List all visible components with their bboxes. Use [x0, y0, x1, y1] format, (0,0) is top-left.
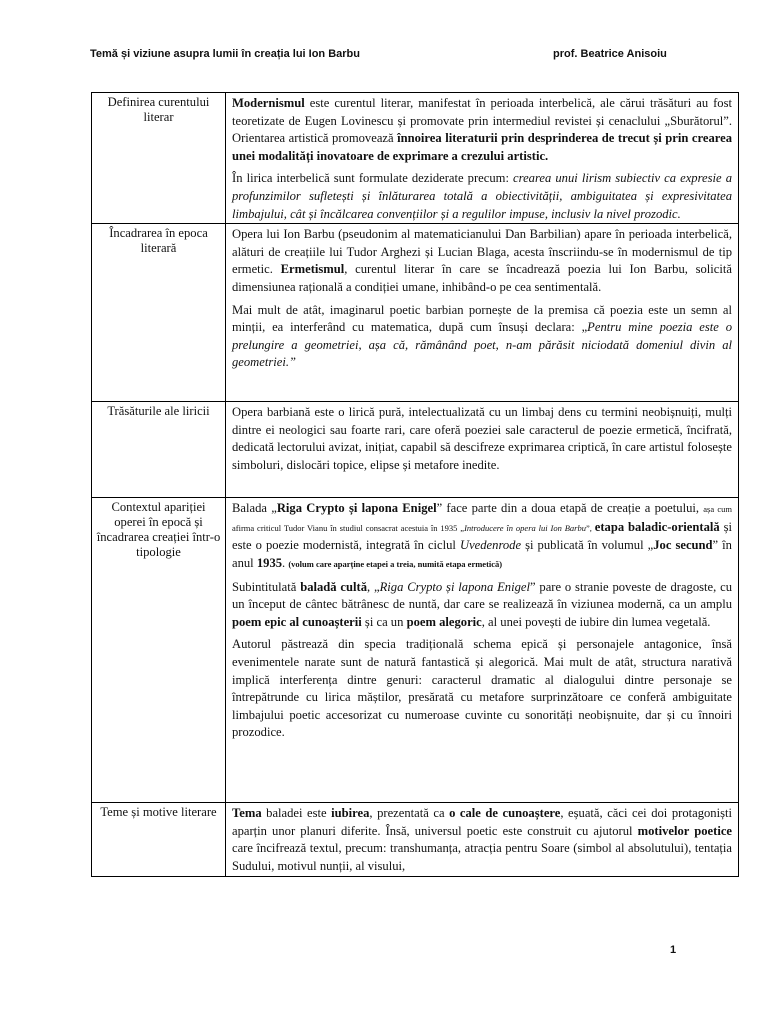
text-run: , eșuată, căci cei doi protagoniști aparțin unor planuri diferite. Însă, universul poetic este construit cu ajutorul — [232, 806, 732, 838]
text-run: Joc secund — [653, 538, 713, 553]
text-run: baladei este — [261, 806, 332, 821]
paragraph — [232, 404, 732, 474]
page-header — [90, 48, 690, 68]
text-run: și este o poezie modernistă, integrată în ciclul — [232, 519, 732, 553]
row-label: Trăsăturile ale liricii — [92, 402, 226, 498]
table-row-themes — [92, 803, 739, 876]
text-run: Introducere în opera lui Ion Barbu — [464, 522, 586, 533]
text-run: Opera lui Ion Barbu (pseudonim al matematicianului Dan Barbilian) apare în perioada interbelică, alături de creațiile lui Tudor Arghezi și Lucian Blaga, acesta înscriindu-se în modernismul de tip ermetic. — [232, 227, 732, 277]
text-run: 1935 — [256, 555, 283, 570]
row-content — [226, 93, 739, 224]
text-run: care încifrează textul, precum: transhumanța, atracția pentru Soare (simbol al absolutului), tentația Sudului, motivul nunții, al visului, — [232, 841, 732, 873]
text-run: ”, — [585, 522, 595, 533]
text-run: (volum care aparține etapei a treia, numită etapa ermetică) — [288, 558, 503, 569]
text-run: înnoirea literaturii prin desprinderea de trecut și prin crearea unei modalități inovatoare de exprimare a crezului artistic. — [232, 131, 732, 163]
text-run: Pentru mine poezia este o prelungire a geometriei, așa că, rămânând poet, n-am părăsit niciodată domeniul divin al geometriei.” — [232, 320, 732, 370]
text-run: Tema — [232, 806, 262, 821]
text-run: Balada „ — [232, 501, 277, 516]
text-run: . — [282, 555, 289, 570]
content-table — [91, 92, 739, 877]
paragraph — [232, 500, 732, 573]
text-run: ” în anul — [232, 538, 732, 570]
text-run: așa cum afirma criticul Tudor Vianu în studiul consacrat acestuia în 1935 „ — [232, 504, 732, 533]
text-run: motivelor poetice — [637, 823, 733, 838]
text-run: poem epic al cunoașterii — [232, 614, 362, 629]
text-run: și ca un — [361, 614, 407, 629]
header-title: Temă și viziune asupra lumii în creația lui Ion Barbu — [90, 48, 360, 60]
row-label: Teme și motive literare — [92, 803, 226, 876]
paragraph — [232, 636, 732, 742]
header-author: prof. Beatrice Anisoiu — [553, 48, 667, 60]
row-label: Contextul apariției operei în epocă și încadrarea creației într-o tipologie — [92, 498, 226, 803]
table-row-traits — [92, 402, 739, 498]
text-run: Riga Crypto și lapona Enigel — [276, 501, 437, 516]
paragraph — [232, 302, 732, 372]
text-run: Subintitulată — [232, 579, 301, 594]
text-run: ” pare o stranie poveste de dragoste, cu un început de cântec bătrânesc de nuntă, dar care se realizează în viziunea modernă, ca un amplu — [232, 579, 733, 612]
text-run: În lirica interbelică sunt formulate deziderate precum: — [232, 171, 514, 186]
paragraph — [232, 226, 732, 296]
text-run: iubirea — [331, 806, 370, 821]
text-run: este curentul literar, manifestat în perioada interbelică, ale cărui trăsături au fost teoretizate de Eugen Lovinescu și promovate prin intermediul revistei și cenaclului „Sburătorul”. Orientarea artistică promovează — [232, 96, 732, 146]
text-run: o cale de cunoaștere — [449, 806, 561, 821]
text-run: , curentul literar în care se încadrează poezia lui Ion Barbu, solicită dimensiunea rațională a condiției umane, inhibând-o pe cea sentimentală. — [232, 262, 732, 294]
text-run: , prezentată ca — [369, 806, 450, 821]
table-row-context — [92, 498, 739, 803]
text-run: Uvedenrode — [459, 538, 522, 553]
text-run: Riga Crypto și lapona Enigel — [379, 579, 530, 594]
text-run: , „ — [367, 579, 380, 594]
row-content — [226, 402, 739, 498]
text-run: și publicată în volumul „ — [521, 538, 654, 553]
row-content — [226, 803, 739, 876]
text-run: Mai mult de atât, imaginarul poetic barbian pornește de la premisa că poezia este un semn al minții, ea interferând cu matematica, după cum însuși declara: „ — [232, 302, 732, 335]
text-run: baladă cultă — [300, 579, 368, 594]
text-run: Opera barbiană este o lirică pură, intelectualizată cu un limbaj dens cu termini neobișnuiți, mulți dintre ei neologici sau foarte rari, care oferă poeziei sale caracterul de poezie ermetică, încifrată, dedicată lectorului avizat, inițiat, capabil să descifreze exprimarea criptică, în care artistul folosește simboluri, dislocări topice, elipse și metafore inedite. — [232, 405, 732, 472]
text-run: poem alegoric — [406, 614, 482, 629]
paragraph — [232, 95, 732, 165]
text-run: ” face parte din a doua etapă de creație a poetului, — [436, 501, 704, 516]
row-label: Definirea curentului literar — [92, 93, 226, 224]
text-run: , al unei povești de iubire din lumea vegetală. — [481, 614, 711, 629]
row-label: Încadrarea în epoca literară — [92, 224, 226, 402]
text-run: Modernismul — [232, 96, 305, 110]
text-run: crearea unui lirism subiectiv ca expresie a profunzimilor sufletești și înlăturarea totală a obiectivității, ambiguitatea și expresivitatea limbajului, cât și încălcarea convențiilor și a regulilor impuse, inclusiv la nivel prozodic. — [232, 171, 732, 221]
text-run: etapa baladic-orientală — [594, 519, 720, 534]
page-number: 1 — [670, 944, 677, 956]
table-row-epoch — [92, 224, 739, 402]
table-row-definition — [92, 93, 739, 224]
paragraph — [232, 805, 732, 875]
row-content — [226, 498, 739, 803]
row-content — [226, 224, 739, 402]
paragraph — [232, 579, 732, 632]
text-run: Autorul păstrează din specia tradițională schema epică și personajele antagonice, însă evenimentele narate sunt de natură fantastică și alegorică. Mai mult de atât, structura narativă implică interferența dintre genuri: caracterul dramatic al dialogului dintre personaje se întrepătrunde cu lirica măștilor, presărată cu metafore surprinzătoare ce conferă ambiguitate limbajului poetic accesorizat cu numeroase cuvinte cu sonorități neobișnuite, dar și cu înnoiri prozodice. — [232, 637, 732, 740]
text-run: Ermetismul — [280, 262, 345, 277]
paragraph — [232, 170, 732, 223]
